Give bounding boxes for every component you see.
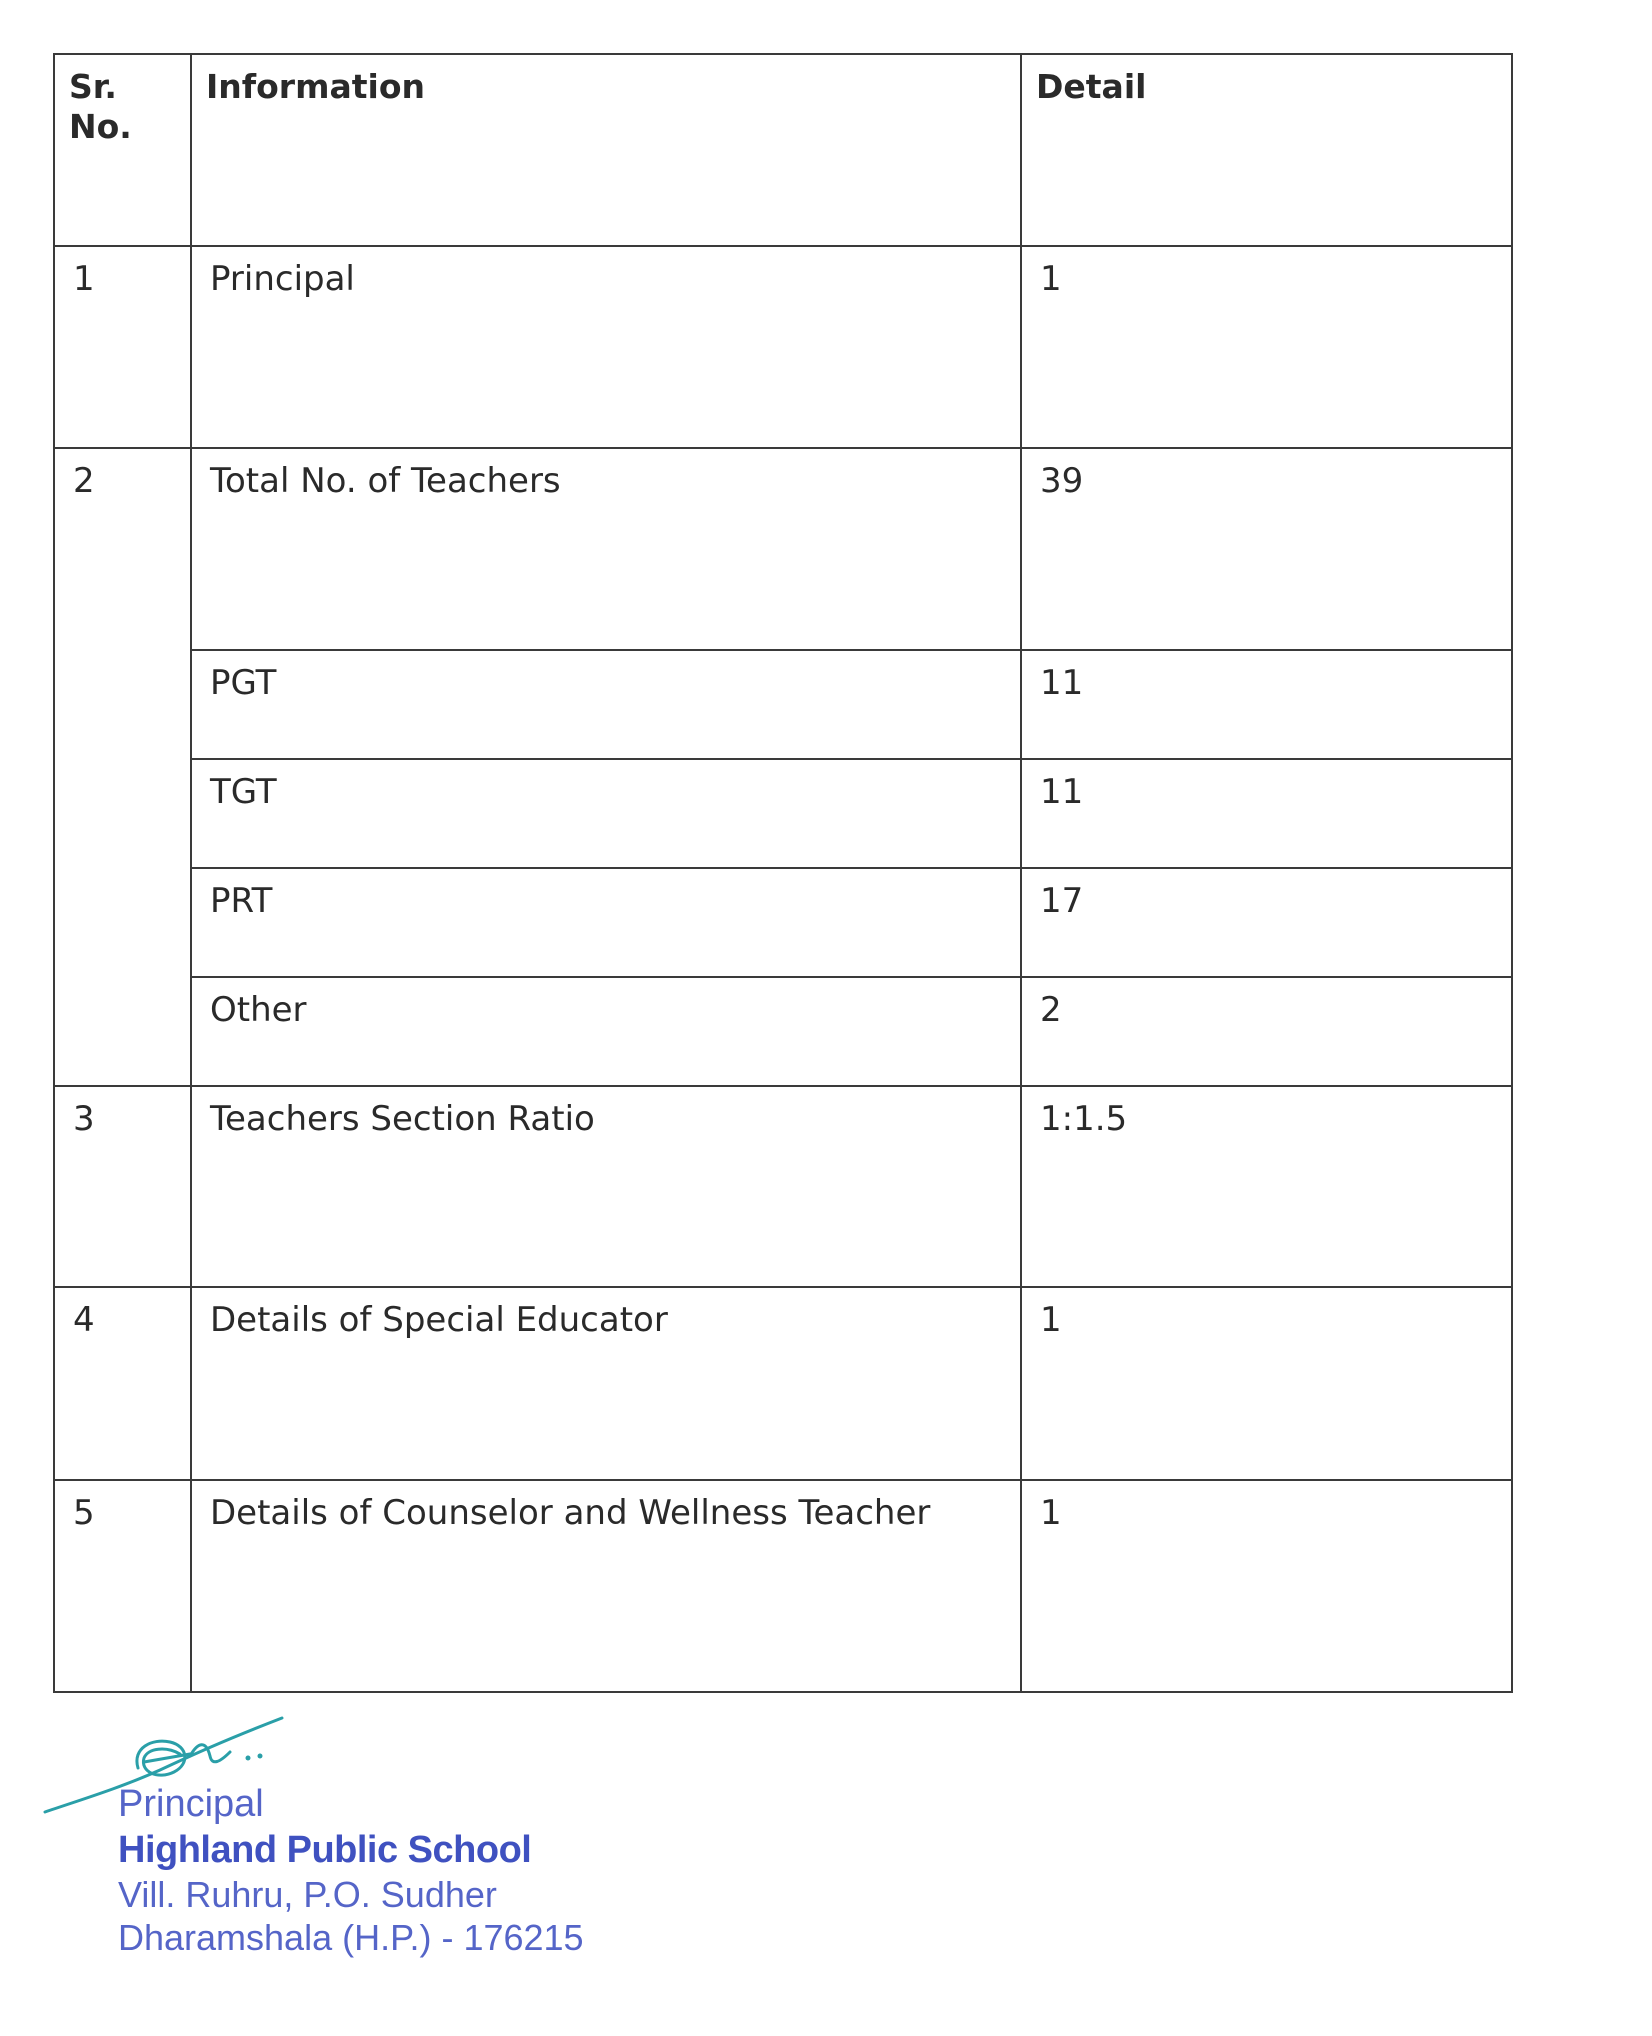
row-detail: 11 xyxy=(1021,759,1512,868)
row-sr-no: 4 xyxy=(54,1287,191,1480)
row-detail: 17 xyxy=(1021,868,1512,977)
row-sr-no: 1 xyxy=(54,246,191,448)
row-detail: 39 xyxy=(1021,448,1512,650)
row-sr-no: 2 xyxy=(54,448,191,1086)
table-row xyxy=(54,1086,1512,1287)
row-information: Total No. of Teachers xyxy=(191,448,1021,650)
table-header-row xyxy=(54,54,1512,246)
table-row xyxy=(54,1287,1512,1480)
table-subrow xyxy=(54,759,1512,868)
row-detail: 1:1.5 xyxy=(1021,1086,1512,1287)
stamp-school-name: Highland Public School xyxy=(118,1828,532,1871)
row-information: PRT xyxy=(191,868,1021,977)
row-detail: 11 xyxy=(1021,650,1512,759)
row-information: Details of Counselor and Wellness Teacher xyxy=(191,1480,1021,1692)
stamp-address-line1: Vill. Ruhru, P.O. Sudher xyxy=(118,1874,497,1916)
header-detail: Detail xyxy=(1021,54,1512,246)
stamp-address-line2: Dharamshala (H.P.) - 176215 xyxy=(118,1917,584,1959)
row-information: Principal xyxy=(191,246,1021,448)
header-information: Information xyxy=(191,54,1021,246)
principal-signature-stamp xyxy=(40,1712,680,1972)
table-subrow xyxy=(54,650,1512,759)
row-detail: 1 xyxy=(1021,246,1512,448)
school-stamp xyxy=(118,1782,584,1960)
table-row xyxy=(54,1480,1512,1692)
row-information: PGT xyxy=(191,650,1021,759)
row-information: Teachers Section Ratio xyxy=(191,1086,1021,1287)
table-row xyxy=(54,246,1512,448)
table-row xyxy=(54,448,1512,650)
row-information: TGT xyxy=(191,759,1021,868)
row-information: Details of Special Educator xyxy=(191,1287,1021,1480)
row-sr-no: 3 xyxy=(54,1086,191,1287)
header-sr-no: Sr. No. xyxy=(54,54,191,246)
stamp-title: Principal xyxy=(118,1783,264,1825)
row-sr-no: 5 xyxy=(54,1480,191,1692)
row-detail: 2 xyxy=(1021,977,1512,1086)
row-information: Other xyxy=(191,977,1021,1086)
table-subrow xyxy=(54,977,1512,1086)
table-subrow xyxy=(54,868,1512,977)
staff-info-table xyxy=(53,53,1513,1693)
row-detail: 1 xyxy=(1021,1480,1512,1692)
row-detail: 1 xyxy=(1021,1287,1512,1480)
